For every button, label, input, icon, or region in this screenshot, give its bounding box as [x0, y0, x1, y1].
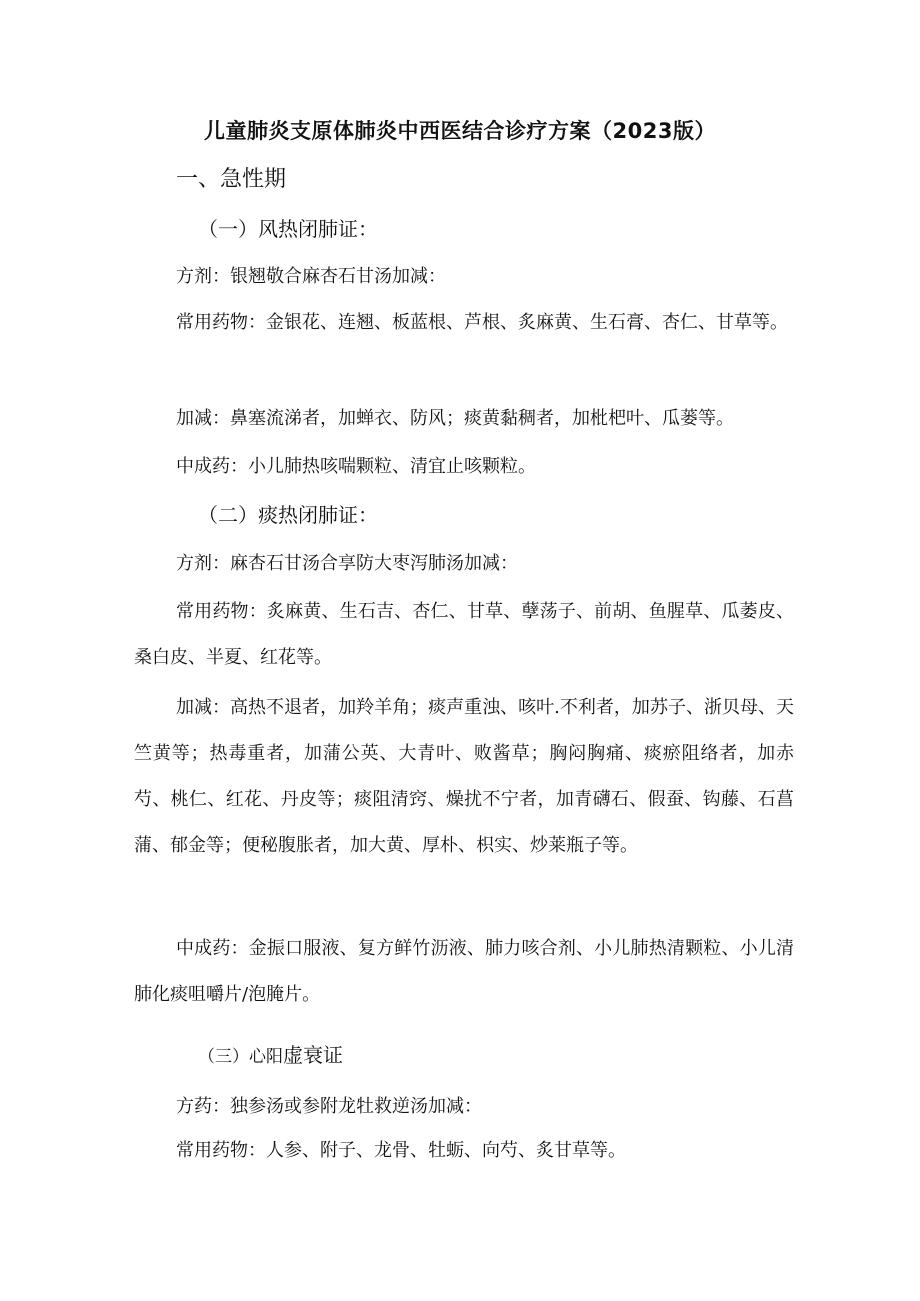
- drugs-paragraph: 常用药物：人参、附子、龙骨、牡蛎、向芍、炙甘草等。: [176, 1140, 626, 1161]
- drugs-paragraph: 常用药物：炙麻黄、生石吉、杏仁、甘草、孽荡子、前胡、鱼腥草、瓜萎皮、桑白皮、半夏、红花等。: [134, 601, 794, 668]
- subsection-heading-phlegm-heat: （二）痰热闭肺证：: [198, 503, 378, 527]
- drugs-paragraph: 常用药物：金银花、连翘、板蓝根、芦根、炙麻黄、生石膏、杏仁、甘草等。: [176, 312, 788, 333]
- formula-paragraph: 方剂：麻杏石甘汤合享防大枣泻肺汤加减：: [176, 553, 518, 574]
- formula-paragraph: 方药：独参汤或参附龙牡救逆汤加减：: [176, 1096, 482, 1117]
- heading-suffix: 虚衰证: [283, 1043, 343, 1067]
- modification-paragraph: 加减：高热不退者，加羚羊角；痰声重浊、咳叶.不利者，加苏子、浙贝母、天竺黄等；热毒重者，加蒲公英、大青叶、败酱草；胸闷胸痛、痰瘀阻络者，加赤芍、桃仁、红花、丹皮等；痰阻清窍、燥扰不宁者，加青礴石、假蚕、钩藤、石菖蒲、郁金等；便秘腹胀者，加大黄、厚朴、枳实、炒莱瓶子等。: [134, 697, 794, 856]
- section-heading-acute-phase: 一、急性期: [176, 167, 287, 192]
- patent-medicine-paragraph: 中成药：小儿肺热咳喘颗粒、清宜止咳颗粒。: [176, 456, 536, 477]
- modification-paragraph: 加减：鼻塞流涕者，加蝉衣、防风；痰黄黏稠者，加枇杷叶、瓜蒌等。: [176, 408, 734, 429]
- heading-prefix: （三）心阳: [198, 1047, 283, 1067]
- formula-paragraph: 方剂：银翘敬合麻杏石甘汤加减：: [176, 266, 446, 287]
- document-title: 儿童肺炎支原体肺炎中西医结合诊疗方案（2023版）: [204, 119, 716, 143]
- patent-medicine-paragraph: 中成药：金振口服液、复方鲜竹沥液、肺力咳合剂、小儿肺热清颗粒、小儿清肺化痰咀嚼片/泡腌片。: [134, 938, 794, 1005]
- subsection-heading-heart-yang: [198, 1040, 343, 1072]
- subsection-heading-wind-heat: （一）风热闭肺证：: [198, 217, 378, 241]
